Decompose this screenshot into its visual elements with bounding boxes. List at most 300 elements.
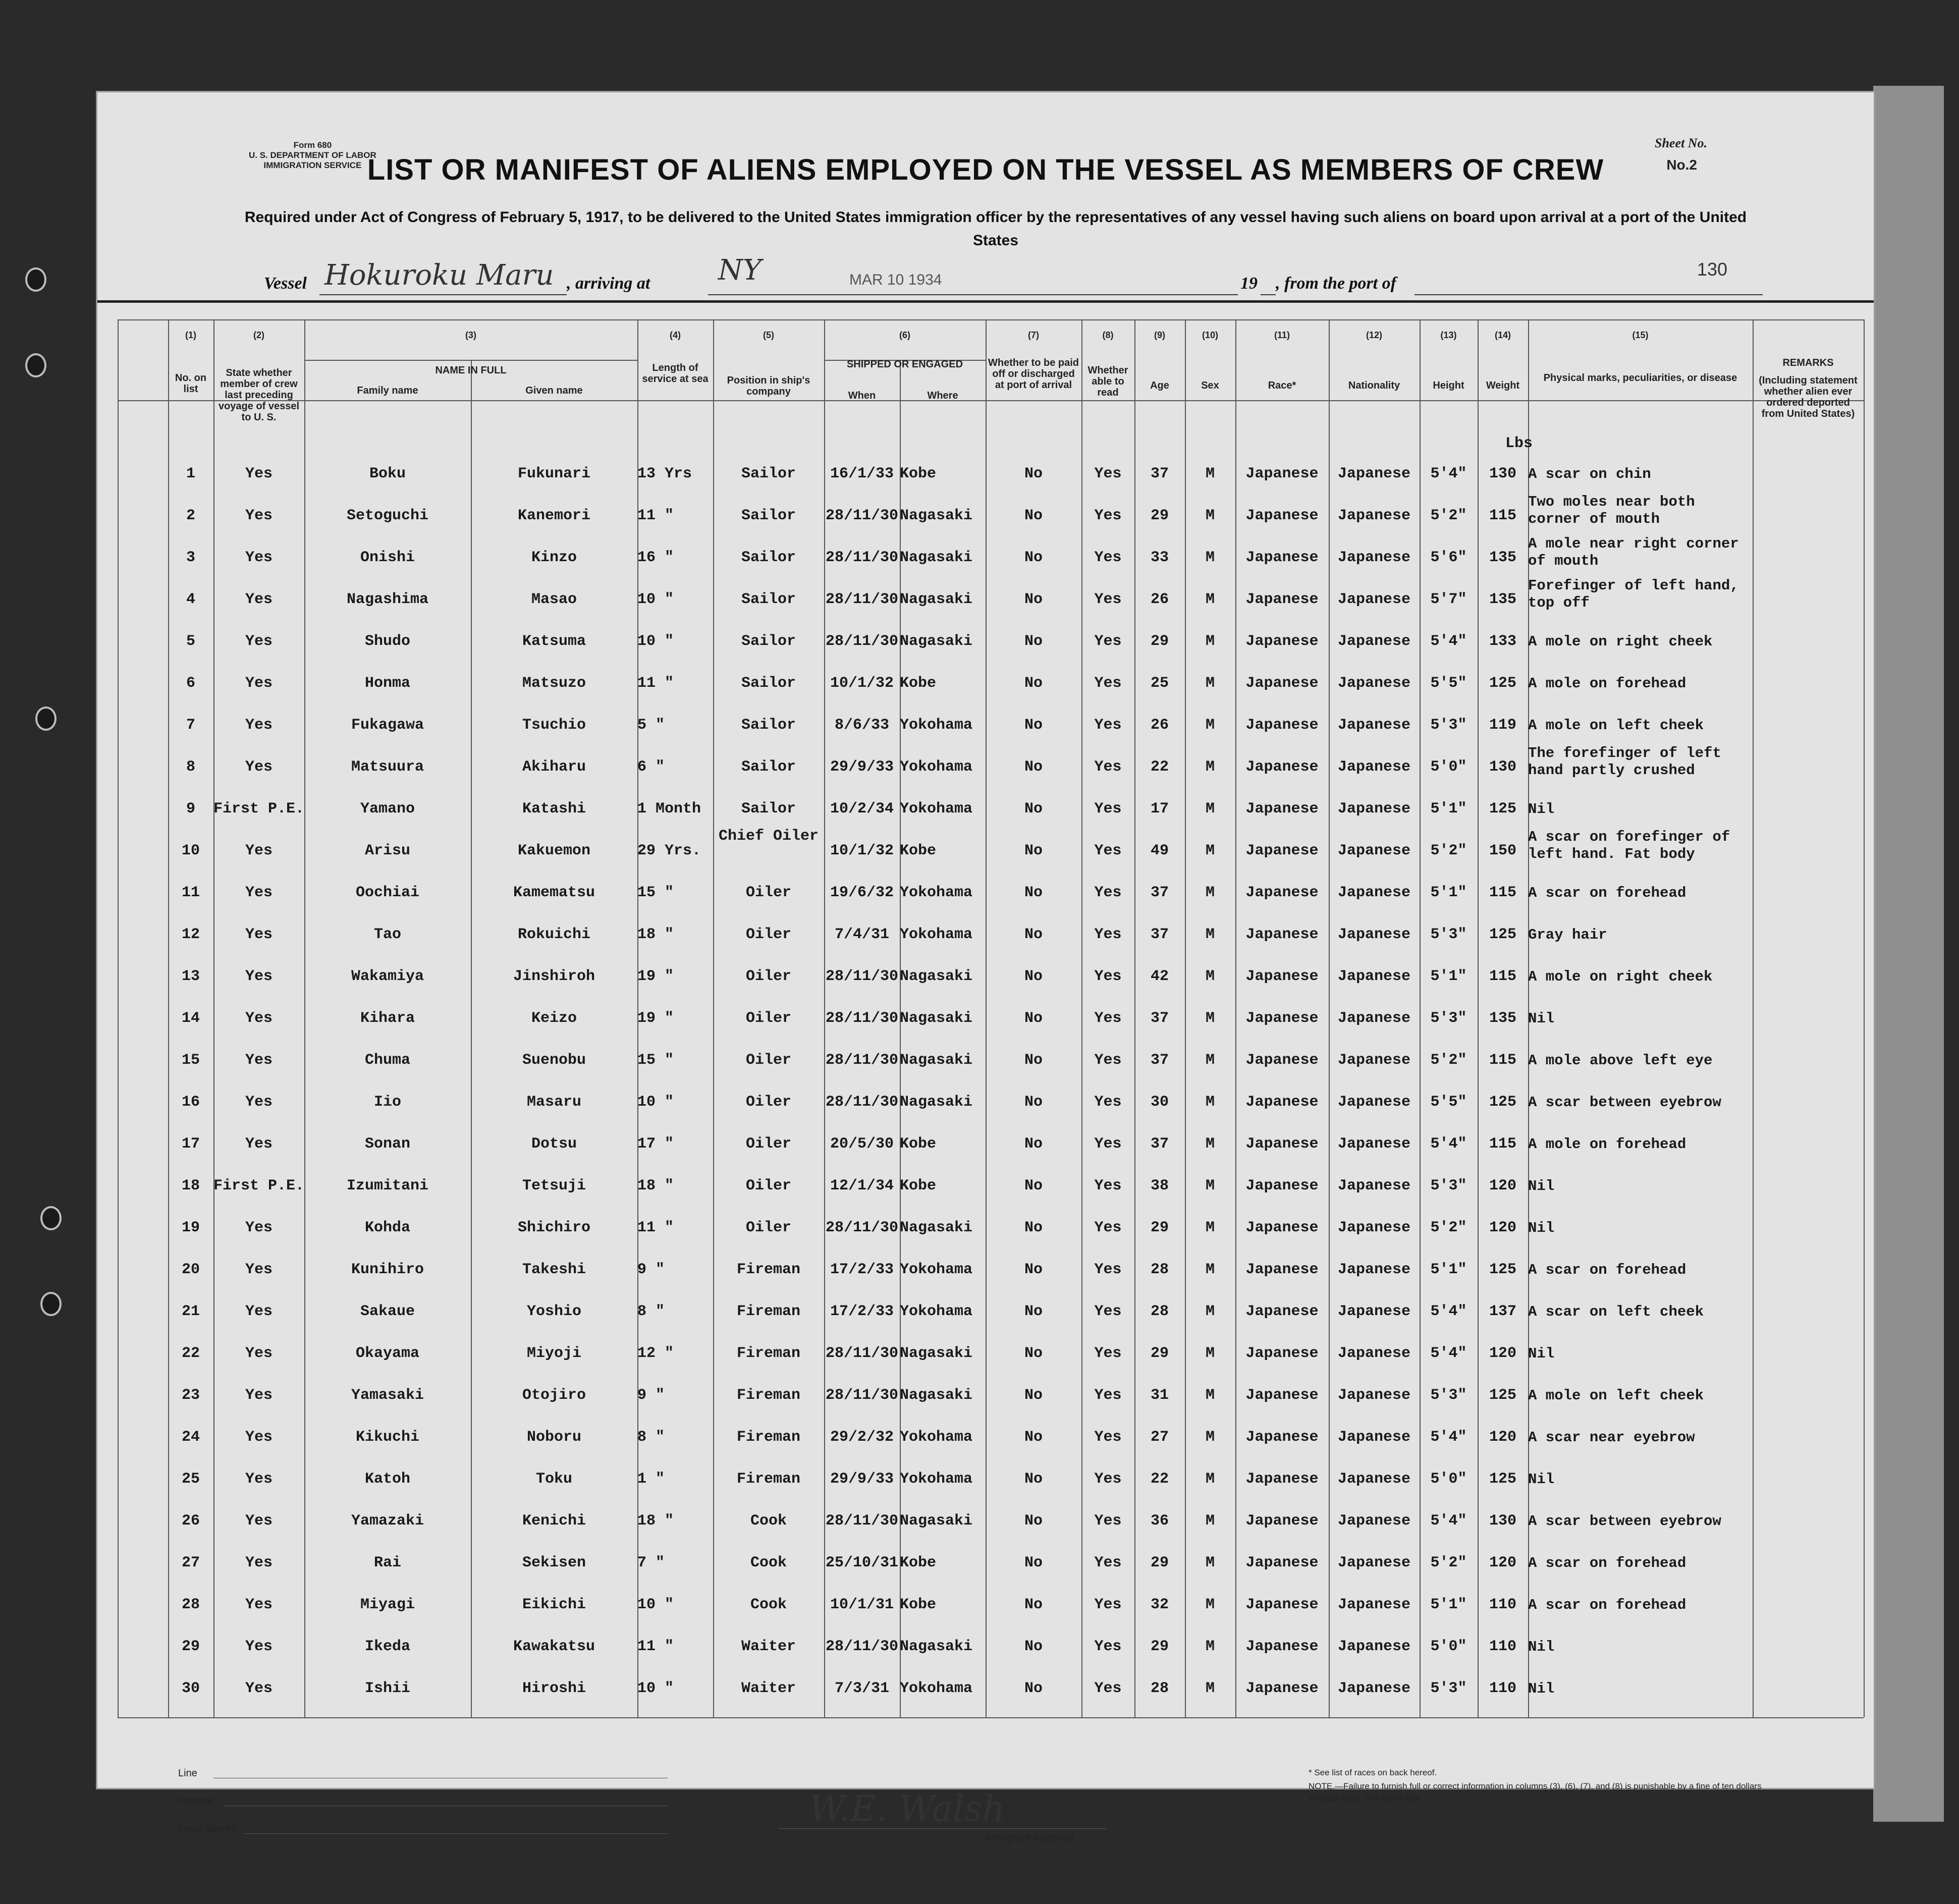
cell-paid: No <box>1024 1429 1043 1446</box>
cell-no: 19 <box>181 1219 200 1236</box>
cell-service: 10 " <box>637 1680 674 1697</box>
cell-race: Japanese <box>1245 1177 1319 1194</box>
cell-age: 37 <box>1150 1135 1169 1153</box>
cell-read: Yes <box>1094 1177 1122 1194</box>
cell-when: 28/11/30 <box>825 1052 899 1069</box>
cell-weight: 135 <box>1489 1010 1516 1027</box>
cell-marks: Nil <box>1528 1639 1555 1655</box>
cell-marks: A mole on left cheek <box>1528 717 1704 734</box>
cell-family: Boku <box>369 465 406 482</box>
cell-nationality: Japanese <box>1337 800 1411 818</box>
cell-weight: 130 <box>1489 758 1516 776</box>
cell-nationality: Japanese <box>1337 926 1411 943</box>
cell-nationality: Japanese <box>1337 717 1411 734</box>
cell-weight: 125 <box>1489 800 1516 818</box>
cell-age: 29 <box>1150 1345 1169 1362</box>
cell-given: Tsuchio <box>522 717 586 734</box>
cell-where: Nagasaki <box>900 1638 973 1655</box>
cell-when: 28/11/30 <box>825 591 899 608</box>
cell-when: 28/11/30 <box>825 549 899 566</box>
cell-where: Nagasaki <box>900 1010 973 1027</box>
cell-where: Kobe <box>900 465 937 482</box>
cell-race: Japanese <box>1245 507 1319 524</box>
cell-no: 23 <box>181 1387 200 1404</box>
column-rule <box>118 319 119 1717</box>
cell-when: 29/9/33 <box>830 758 894 776</box>
cell-position: Oiler <box>745 1135 791 1153</box>
cell-weight: 135 <box>1489 591 1516 608</box>
cell-paid: No <box>1024 717 1043 734</box>
cell-age: 28 <box>1150 1680 1169 1697</box>
cell-race: Japanese <box>1245 465 1319 482</box>
cell-sex: M <box>1205 1554 1215 1571</box>
cell-marks: A scar on forehead <box>1528 1262 1686 1278</box>
cell-read: Yes <box>1094 758 1122 776</box>
arriving-port: NY <box>718 254 761 287</box>
cell-when: 28/11/30 <box>825 1512 899 1530</box>
cell-position: Chief Oiler <box>718 828 819 845</box>
cell-weight: 120 <box>1489 1345 1516 1362</box>
cell-marks: A mole near right corner of mouth <box>1528 535 1739 569</box>
cell-service: 10 " <box>637 1596 674 1613</box>
cell-height: 5'1" <box>1430 968 1467 985</box>
cell-where: Yokohama <box>900 884 973 901</box>
cell-read: Yes <box>1094 633 1122 650</box>
cell-no: 14 <box>181 1010 200 1027</box>
cell-weight: 125 <box>1489 1387 1516 1404</box>
cell-height: 5'3" <box>1430 926 1467 943</box>
cell-service: 12 " <box>637 1345 674 1362</box>
cell-sex: M <box>1205 717 1215 734</box>
cell-height: 5'4" <box>1430 1429 1467 1446</box>
cell-service: 9 " <box>637 1387 665 1404</box>
cell-state: Yes <box>245 1596 273 1613</box>
cell-family: Okayama <box>355 1345 420 1362</box>
cell-position: Oiler <box>745 1219 791 1236</box>
cell-read: Yes <box>1094 1345 1122 1362</box>
cell-state: Yes <box>245 926 273 943</box>
cell-given: Katashi <box>522 800 586 818</box>
cell-state: Yes <box>245 717 273 734</box>
cell-no: 18 <box>181 1177 200 1194</box>
cell-sex: M <box>1205 1596 1215 1613</box>
cell-sex: M <box>1205 884 1215 901</box>
cell-age: 29 <box>1150 633 1169 650</box>
cell-sex: M <box>1205 1387 1215 1404</box>
cell-state: Yes <box>245 675 273 692</box>
cell-given: Miyoji <box>526 1345 582 1362</box>
header-race: Race* <box>1268 380 1296 391</box>
cell-paid: No <box>1024 1010 1043 1027</box>
header-given-name: Given name <box>525 385 583 396</box>
cell-position: Cook <box>750 1554 787 1571</box>
column-rule <box>1864 319 1865 1717</box>
column-number: (9) <box>1154 330 1165 340</box>
cell-height: 5'4" <box>1430 1135 1467 1153</box>
column-number: (12) <box>1366 330 1382 340</box>
cell-paid: No <box>1024 1135 1043 1153</box>
cell-read: Yes <box>1094 1471 1122 1488</box>
cell-no: 22 <box>181 1345 200 1362</box>
cell-age: 26 <box>1150 591 1169 608</box>
cell-position: Sailor <box>741 675 796 692</box>
cell-height: 5'4" <box>1430 1512 1467 1530</box>
cell-read: Yes <box>1094 1429 1122 1446</box>
header-age: Age <box>1150 380 1169 391</box>
header-family-name: Family name <box>357 385 418 396</box>
date-stamp: MAR 10 1934 <box>849 271 942 288</box>
cell-height: 5'0" <box>1430 758 1467 776</box>
cell-no: 30 <box>181 1680 200 1697</box>
cell-no: 10 <box>181 842 200 859</box>
cell-race: Japanese <box>1245 1471 1319 1488</box>
service-name: IMMIGRATION SERVICE <box>263 160 362 170</box>
cell-given: Kawakatsu <box>513 1638 595 1655</box>
cell-nationality: Japanese <box>1337 968 1411 985</box>
cell-nationality: Japanese <box>1337 1094 1411 1111</box>
cell-weight: 130 <box>1489 1512 1516 1530</box>
cell-nationality: Japanese <box>1337 1052 1411 1069</box>
cell-weight: 125 <box>1489 926 1516 943</box>
cell-position: Sailor <box>741 465 796 482</box>
cell-sex: M <box>1205 1010 1215 1027</box>
cell-when: 28/11/30 <box>825 633 899 650</box>
cell-family: Sakaue <box>360 1303 415 1320</box>
cell-state: Yes <box>245 1680 273 1697</box>
cell-read: Yes <box>1094 1094 1122 1111</box>
cell-service: 11 " <box>637 507 674 524</box>
cell-no: 27 <box>181 1554 200 1571</box>
cell-height: 5'3" <box>1430 1177 1467 1194</box>
column-number: (5) <box>763 330 774 340</box>
cell-no: 26 <box>181 1512 200 1530</box>
cell-race: Japanese <box>1245 549 1319 566</box>
cell-state: Yes <box>245 1052 273 1069</box>
cell-paid: No <box>1024 465 1043 482</box>
cell-given: Kenichi <box>522 1512 586 1530</box>
cell-when: 28/11/30 <box>825 1387 899 1404</box>
cell-no: 1 <box>186 465 195 482</box>
cell-paid: No <box>1024 633 1043 650</box>
cell-state: Yes <box>245 1387 273 1404</box>
cell-marks: A mole on right cheek <box>1528 633 1713 650</box>
cell-service: 18 " <box>637 1177 674 1194</box>
cell-marks: A mole on forehead <box>1528 1136 1686 1153</box>
binder-hole <box>40 1206 62 1230</box>
cell-weight: 135 <box>1489 549 1516 566</box>
cell-service: 1 Month <box>637 800 701 818</box>
cell-no: 6 <box>186 675 195 692</box>
cell-age: 17 <box>1150 800 1169 818</box>
header-nationality: Nationality <box>1348 380 1400 391</box>
cell-given: Shichiro <box>517 1219 591 1236</box>
cell-state: Yes <box>245 1219 273 1236</box>
cell-sex: M <box>1205 1303 1215 1320</box>
cell-read: Yes <box>1094 1596 1122 1613</box>
cell-age: 36 <box>1150 1512 1169 1530</box>
cell-read: Yes <box>1094 549 1122 566</box>
arriving-label: , arriving at <box>567 274 650 293</box>
cell-age: 26 <box>1150 717 1169 734</box>
cell-read: Yes <box>1094 884 1122 901</box>
cell-state: First P.E. <box>213 800 305 818</box>
column-number: (3) <box>465 330 476 340</box>
cell-given: Hiroshi <box>522 1680 586 1697</box>
cell-no: 3 <box>186 549 195 566</box>
cell-nationality: Japanese <box>1337 549 1411 566</box>
cell-read: Yes <box>1094 1387 1122 1404</box>
cell-state: Yes <box>245 633 273 650</box>
cell-marks: A mole above left eye <box>1528 1052 1713 1069</box>
cell-weight: 133 <box>1489 633 1516 650</box>
cell-nationality: Japanese <box>1337 1429 1411 1446</box>
cell-sex: M <box>1205 1052 1215 1069</box>
cell-read: Yes <box>1094 926 1122 943</box>
races-note: * See list of races on back hereof. <box>1309 1768 1437 1777</box>
column-number: (8) <box>1102 330 1114 340</box>
sheet-no-value: No.2 <box>1666 157 1697 173</box>
crew-table <box>97 92 1874 1788</box>
cell-marks: Nil <box>1528 801 1555 818</box>
cell-paid: No <box>1024 549 1043 566</box>
cell-height: 5'4" <box>1430 1345 1467 1362</box>
cell-family: Matsuura <box>351 758 424 776</box>
cell-sex: M <box>1205 633 1215 650</box>
cell-family: Arisu <box>364 842 410 859</box>
cell-service: 10 " <box>637 591 674 608</box>
cell-race: Japanese <box>1245 1680 1319 1697</box>
cell-height: 5'2" <box>1430 1219 1467 1236</box>
cell-marks: A scar near eyebrow <box>1528 1429 1695 1446</box>
year-prefix: 19 <box>1240 274 1258 293</box>
cell-race: Japanese <box>1245 1554 1319 1571</box>
header-sex: Sex <box>1201 380 1219 391</box>
cell-sex: M <box>1205 1135 1215 1153</box>
cell-height: 5'4" <box>1430 633 1467 650</box>
cell-state: Yes <box>245 1303 273 1320</box>
cell-paid: No <box>1024 842 1043 859</box>
column-number: (14) <box>1494 330 1511 340</box>
cell-family: Shudo <box>364 633 410 650</box>
cell-marks: A mole on right cheek <box>1528 968 1713 985</box>
cell-state: Yes <box>245 1094 273 1111</box>
cell-given: Kanemori <box>517 507 591 524</box>
cell-sex: M <box>1205 549 1215 566</box>
cell-where: Nagasaki <box>900 968 973 985</box>
cell-no: 24 <box>181 1429 200 1446</box>
cell-where: Yokohama <box>900 926 973 943</box>
cell-where: Yokohama <box>900 717 973 734</box>
cell-nationality: Japanese <box>1337 633 1411 650</box>
cell-age: 31 <box>1150 1387 1169 1404</box>
cell-when: 16/1/33 <box>830 465 894 482</box>
cell-position: Fireman <box>736 1471 801 1488</box>
cell-paid: No <box>1024 884 1043 901</box>
cell-sex: M <box>1205 1345 1215 1362</box>
cell-where: Nagasaki <box>900 1094 973 1111</box>
cell-no: 21 <box>181 1303 200 1320</box>
cell-when: 8/6/33 <box>834 717 890 734</box>
cell-age: 37 <box>1150 926 1169 943</box>
cell-where: Nagasaki <box>900 507 973 524</box>
cell-paid: No <box>1024 1387 1043 1404</box>
cell-weight: 119 <box>1489 717 1516 734</box>
cell-sex: M <box>1205 465 1215 482</box>
cell-sex: M <box>1205 1094 1215 1111</box>
cell-race: Japanese <box>1245 675 1319 692</box>
cell-position: Oiler <box>745 1052 791 1069</box>
cell-when: 28/11/30 <box>825 1638 899 1655</box>
cell-age: 25 <box>1150 675 1169 692</box>
cell-weight: 115 <box>1489 968 1516 985</box>
cell-state: Yes <box>245 1638 273 1655</box>
cell-service: 11 " <box>637 1638 674 1655</box>
cell-when: 10/1/32 <box>830 675 894 692</box>
cell-family: Kikuchi <box>355 1429 420 1446</box>
cell-given: Rokuichi <box>517 926 591 943</box>
cell-no: 12 <box>181 926 200 943</box>
cell-race: Japanese <box>1245 758 1319 776</box>
cell-family: Ikeda <box>364 1638 410 1655</box>
cell-paid: No <box>1024 1177 1043 1194</box>
cell-when: 19/6/32 <box>830 884 894 901</box>
cell-nationality: Japanese <box>1337 465 1411 482</box>
cell-no: 11 <box>181 884 200 901</box>
cell-read: Yes <box>1094 1135 1122 1153</box>
cell-weight: 115 <box>1489 1052 1516 1069</box>
cell-read: Yes <box>1094 1512 1122 1530</box>
cell-paid: No <box>1024 926 1043 943</box>
cell-state: Yes <box>245 465 273 482</box>
cell-paid: No <box>1024 1345 1043 1362</box>
paper-edge <box>1873 86 1944 1822</box>
cell-marks: A scar between eyebrow <box>1528 1513 1721 1530</box>
cell-where: Nagasaki <box>900 1052 973 1069</box>
cell-given: Katsuma <box>522 633 586 650</box>
column-number: (11) <box>1274 330 1290 340</box>
cell-height: 5'2" <box>1430 842 1467 859</box>
cell-service: 8 " <box>637 1429 665 1446</box>
cell-when: 29/9/33 <box>830 1471 894 1488</box>
cell-marks: A scar on forehead <box>1528 885 1686 901</box>
cell-state: Yes <box>245 507 273 524</box>
cell-nationality: Japanese <box>1337 1512 1411 1530</box>
cell-marks: A scar on forehead <box>1528 1555 1686 1571</box>
manifest-sheet <box>96 91 1875 1843</box>
cell-position: Sailor <box>741 549 796 566</box>
cell-when: 20/5/30 <box>830 1135 894 1153</box>
cell-no: 15 <box>181 1052 200 1069</box>
cell-given: Sekisen <box>522 1554 586 1571</box>
cell-paid: No <box>1024 1596 1043 1613</box>
cell-read: Yes <box>1094 1554 1122 1571</box>
cell-race: Japanese <box>1245 926 1319 943</box>
cell-marks: A mole on left cheek <box>1528 1387 1704 1404</box>
cell-nationality: Japanese <box>1337 1387 1411 1404</box>
cell-height: 5'1" <box>1430 1261 1467 1278</box>
cell-marks: A scar on chin <box>1528 466 1651 482</box>
cell-state: Yes <box>245 884 273 901</box>
cell-height: 5'3" <box>1430 1010 1467 1027</box>
cell-service: 15 " <box>637 1052 674 1069</box>
cell-where: Yokohama <box>900 1429 973 1446</box>
cell-weight: 130 <box>1489 465 1516 482</box>
cell-height: 5'4" <box>1430 465 1467 482</box>
cell-marks: A scar on left cheek <box>1528 1303 1704 1320</box>
cell-given: Tetsuji <box>522 1177 586 1194</box>
binder-hole <box>40 1292 62 1316</box>
cell-when: 29/2/32 <box>830 1429 894 1446</box>
cell-sex: M <box>1205 1261 1215 1278</box>
cell-height: 5'3" <box>1430 1680 1467 1697</box>
inspector-signature: W.E. Walsh <box>809 1788 1005 1829</box>
cell-family: Oochiai <box>355 884 420 901</box>
cell-where: Nagasaki <box>900 591 973 608</box>
cell-height: 5'0" <box>1430 1471 1467 1488</box>
cell-nationality: Japanese <box>1337 1177 1411 1194</box>
cell-race: Japanese <box>1245 1345 1319 1362</box>
cell-marks: A scar between eyebrow <box>1528 1094 1721 1111</box>
cell-position: Fireman <box>736 1429 801 1446</box>
cell-height: 5'3" <box>1430 1387 1467 1404</box>
form-number: Form 680 <box>293 140 332 150</box>
cell-when: 25/10/31 <box>825 1554 899 1571</box>
cell-race: Japanese <box>1245 1219 1319 1236</box>
cell-when: 10/2/34 <box>830 800 894 818</box>
cell-when: 28/11/30 <box>825 1219 899 1236</box>
cell-given: Otojiro <box>522 1387 586 1404</box>
cell-height: 5'7" <box>1430 591 1467 608</box>
column-number: (10) <box>1202 330 1218 340</box>
cell-state: Yes <box>245 1429 273 1446</box>
cell-weight: 125 <box>1489 675 1516 692</box>
cell-given: Toku <box>535 1471 572 1488</box>
cell-weight: 120 <box>1489 1554 1516 1571</box>
cell-age: 28 <box>1150 1261 1169 1278</box>
cell-nationality: Japanese <box>1337 1638 1411 1655</box>
cell-age: 28 <box>1150 1303 1169 1320</box>
cell-weight: 110 <box>1489 1638 1516 1655</box>
cell-sex: M <box>1205 1177 1215 1194</box>
owners-label: Owners <box>178 1796 213 1807</box>
page-number: 130 <box>1697 259 1727 280</box>
cell-given: Fukunari <box>517 465 591 482</box>
header-physical-marks: Physical marks, peculiarities, or disease <box>1543 372 1737 384</box>
cell-where: Kobe <box>900 1177 937 1194</box>
cell-when: 17/2/33 <box>830 1261 894 1278</box>
cell-age: 33 <box>1150 549 1169 566</box>
cell-marks: Nil <box>1528 1680 1555 1697</box>
page-title: LIST OR MANIFEST OF ALIENS EMPLOYED ON THE VESSEL AS MEMBERS OF CREW <box>367 153 1604 186</box>
cell-given: Takeshi <box>522 1261 586 1278</box>
cell-service: 5 " <box>637 717 665 734</box>
cell-age: 22 <box>1150 1471 1169 1488</box>
cell-paid: No <box>1024 1680 1043 1697</box>
header-when: When <box>848 390 876 401</box>
cell-service: 16 " <box>637 549 674 566</box>
cell-nationality: Japanese <box>1337 1261 1411 1278</box>
cell-no: 7 <box>186 717 195 734</box>
cell-nationality: Japanese <box>1337 1596 1411 1613</box>
cell-position: Oiler <box>745 1010 791 1027</box>
cell-family: Miyagi <box>360 1596 415 1613</box>
cell-marks: Gray hair <box>1528 927 1607 943</box>
cell-given: Noboru <box>526 1429 582 1446</box>
column-number: (6) <box>899 330 910 340</box>
cell-nationality: Japanese <box>1337 1680 1411 1697</box>
cell-marks: A scar on forehead <box>1528 1597 1686 1613</box>
header-no-on-list: No. on list <box>175 372 207 395</box>
